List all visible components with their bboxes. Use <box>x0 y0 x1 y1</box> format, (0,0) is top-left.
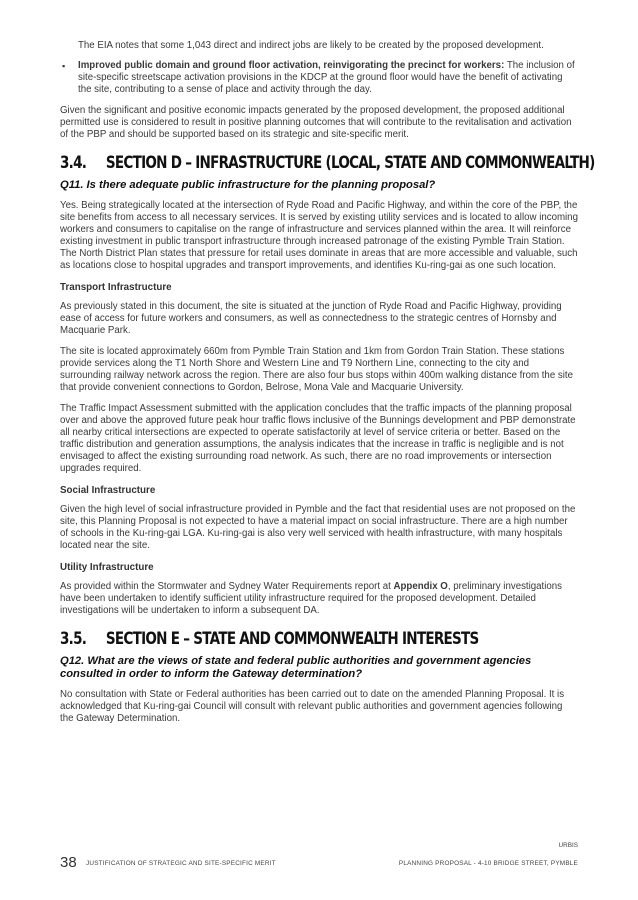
section-d-number: 3.4. <box>60 153 87 172</box>
answer-11: Yes. Being strategically located at the intersection of Ryde Road and Pacific Highway, and within the core of the PBP, the site benefits from access to all necessary services. It is served by existing utility services and is located to allow incoming workers and consumers to capitalise on the range of infrastructure and services planned within the area. It will reinforce existing investment in public transport infrastructure through increased patronage of the existing Pymble Train Station. The North District Plan states that pressure for retail uses dominate in areas that are more accessible and valuable, such as locations close to hospital upgrades and transport improvements, and identifies Ku-ring-gai as one such location. <box>60 200 578 271</box>
bullet-bold-lead: Improved public domain and ground floor activation, reinvigorating the precinct for workers: <box>78 60 505 71</box>
utility-heading: Utility Infrastructure <box>60 562 154 573</box>
bullet-marker: ▪ <box>62 61 66 71</box>
transport-heading: Transport Infrastructure <box>60 282 172 293</box>
section-e-heading <box>60 629 485 649</box>
section-d-title: SECTION D – INFRASTRUCTURE (LOCAL, STATE AND COMMONWEALTH) <box>105 153 595 172</box>
page-body <box>60 40 595 725</box>
footer-section-name: JUSTIFICATION OF STRATEGIC AND SITE-SPECIFIC MERIT <box>86 860 276 867</box>
transport-paragraph-2: The site is located approximately 660m from Pymble Train Station and 1km from Gordon Train Station. These stations provide services along the T1 North Shore and Western Line and T9 Northern Line, connecting to the city and surrounding railway network across the region. There are also four bus stops within 400m walking distance from the site that provide convenient connections to Gordon, Belrose, Mona Vale and Macquarie University. <box>60 346 573 393</box>
section-e-title: SECTION E – STATE AND COMMONWEALTH INTERESTS <box>105 629 479 648</box>
question-11: Q11. Is there adequate public infrastructure for the planning proposal? <box>60 179 436 191</box>
eia-note: The EIA notes that some 1,043 direct and indirect jobs are likely to be created by the proposed development. <box>78 40 544 51</box>
footer-brand: URBIS <box>558 842 578 849</box>
page-number: 38 <box>60 854 77 871</box>
section-d-heading <box>60 153 595 173</box>
utility-text-end: , preliminary investigations have been undertaken to identify sufficient utility infrastructure required for the proposed development. Detailed investigations will be undertaken to inform a subsequent DA. <box>60 581 563 616</box>
question-12: Q12. What are the views of state and federal public authorities and government agencies consulted in order to inform the Gateway determination? <box>60 655 532 680</box>
utility-text-start: As provided within the Stormwater and Sydney Water Requirements report at <box>60 581 394 592</box>
transport-paragraph-1: As previously stated in this document, the site is situated at the junction of Ryde Road and Pacific Highway, providing ease of access for future workers and consumers, as well as connectedness to the strategic centres of Hornsby and Macquarie Park. <box>60 301 562 336</box>
footer-doc-title: PLANNING PROPOSAL - 4-10 BRIDGE STREET, PYMBLE <box>398 860 578 867</box>
economic-summary: Given the significant and positive economic impacts generated by the proposed development, the proposed additional permitted use is considered to result in positive planning outcomes that will contribute to the revitalisation and activation of the PBP and should be supported based on its strategic and site-specific merit. <box>60 105 572 140</box>
appendix-reference: Appendix O <box>393 581 448 592</box>
social-heading: Social Infrastructure <box>60 485 156 496</box>
utility-paragraph <box>60 581 578 617</box>
section-e-number: 3.5. <box>60 629 87 648</box>
answer-12: No consultation with State or Federal authorities has been carried out to date on the amended Planning Proposal. It is acknowledged that Ku-ring-gai Council will consult with relevant public authorities and government agencies following the Gateway Determination. <box>60 689 565 724</box>
transport-paragraph-3: The Traffic Impact Assessment submitted with the application concludes that the traffic impacts of the planning proposal over and above the approved future peak hour traffic flows inclusive of the Bunnings development and PBP demonstrate all nearby critical intersections are expected to operate satisfactorily at level of service criteria or better. Based on the traffic distribution and generation assumptions, the analysis indicates that the increase in traffic is negligible and is not envisaged to affect the existing surrounding road network. As such, there are no road improvements or intersection upgrades required. <box>60 403 576 474</box>
page-footer <box>60 836 578 872</box>
social-paragraph: Given the high level of social infrastructure provided in Pymble and the fact that residential uses are not proposed on the site, this Planning Proposal is not expected to have a material impact on social infrastructure. There are a high number of schools in the Ku-ring-gai LGA. Ku-ring-gai is also very well serviced with health infrastructure, with many hospitals located near the site. <box>60 504 576 551</box>
bullet-text: The inclusion of site-specific streetscape activation provisions in the KDCP at the ground floor would have the benefit of activating the site, contributing to a sense of place and activity through the day. <box>78 60 575 95</box>
bullet-item <box>62 60 578 96</box>
